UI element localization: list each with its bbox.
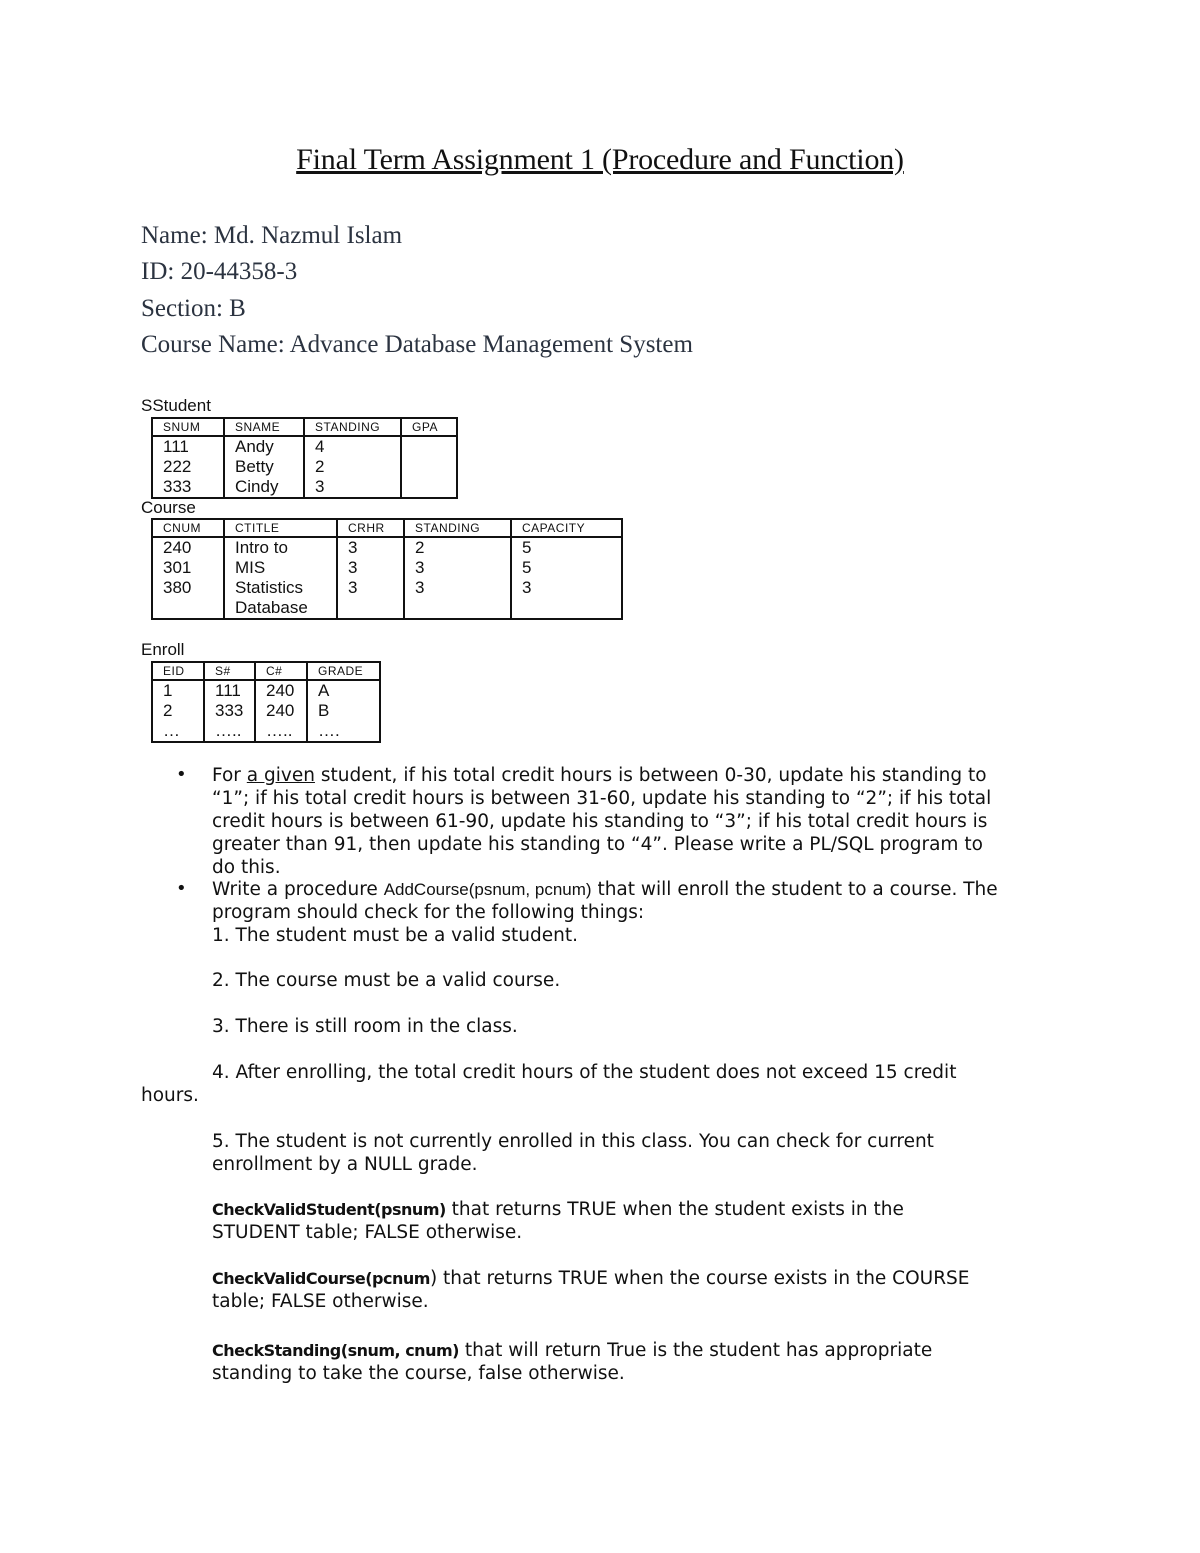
cell-capacity: 5 xyxy=(522,538,532,557)
enroll-table xyxy=(151,661,381,743)
table-body xyxy=(152,436,457,498)
section: Section: B xyxy=(141,295,246,322)
table-body xyxy=(152,537,622,619)
cell-crhr: 3 xyxy=(348,578,358,597)
function-check-standing xyxy=(212,1339,932,1385)
cell-ctitle: Intro to xyxy=(235,538,288,557)
cell-grade: …. xyxy=(318,721,340,740)
column-header: STANDING xyxy=(304,418,401,436)
function-name: CheckStanding(snum, cnum) xyxy=(212,1341,459,1360)
cell-eid: … xyxy=(163,721,180,740)
cell-grade: B xyxy=(318,701,330,720)
student-table-label: SStudent xyxy=(141,396,211,415)
column-header: SNAME xyxy=(224,418,304,436)
student-id: ID: 20-44358-3 xyxy=(141,258,298,285)
enroll-table-label: Enroll xyxy=(141,640,185,659)
cell-eid: 2 xyxy=(163,701,173,720)
cell-cnum: 380 xyxy=(163,578,192,597)
cell-sname: Andy xyxy=(235,437,274,456)
cell-snum: 111 xyxy=(163,437,189,456)
cell-standing: 3 xyxy=(415,578,425,597)
text-span: For xyxy=(212,765,247,786)
text-span: that returns TRUE when the student exists in the xyxy=(445,1199,904,1220)
cell-snum: 111 xyxy=(215,681,241,700)
cell-crhr: 3 xyxy=(348,558,358,577)
text-line: standing to take the course, false otherwise. xyxy=(212,1363,625,1384)
function-check-valid-course xyxy=(212,1267,970,1313)
requirement-item: 3. There is still room in the class. xyxy=(212,1016,518,1037)
student-table xyxy=(151,417,458,499)
bullet-marker: • xyxy=(176,878,187,899)
text-line: credit hours is between 61-90, update his standing to “3”; if his total credit hours is xyxy=(212,811,988,832)
table-header-row xyxy=(152,662,380,680)
column-header: C# xyxy=(255,662,307,680)
column-header: STANDING xyxy=(404,519,511,537)
cell-crhr: 3 xyxy=(348,538,358,557)
cell-sname: Betty xyxy=(235,457,274,476)
text-span: ) that returns TRUE when the course exists in the COURSE xyxy=(429,1268,970,1289)
cell-standing: 4 xyxy=(315,437,325,456)
student-name: Name: Md. Nazmul Islam xyxy=(141,222,403,249)
cell-cnum: 301 xyxy=(163,558,192,577)
cell-ctitle: Database xyxy=(235,598,308,617)
text-line: table; FALSE otherwise. xyxy=(212,1291,429,1312)
cell-snum: 333 xyxy=(215,701,244,720)
cell-standing: 3 xyxy=(415,558,425,577)
table-body xyxy=(152,680,380,742)
column-header: CNUM xyxy=(152,519,224,537)
requirement-item: 4. After enrolling, the total credit hours of the student does not exceed 15 credit xyxy=(212,1062,957,1083)
course-table-label: Course xyxy=(141,498,196,517)
cell-standing: 2 xyxy=(415,538,425,557)
function-check-valid-student xyxy=(212,1198,904,1244)
bullet-2-text xyxy=(212,878,998,947)
bullet-1-text xyxy=(212,764,991,879)
cell-standing: 3 xyxy=(315,477,325,496)
table-header-row xyxy=(152,519,622,537)
course-name: Course Name: Advance Database Management System xyxy=(141,331,693,358)
cell-snum: 333 xyxy=(163,477,192,496)
table-header-row xyxy=(152,418,457,436)
text-line: 5. The student is not currently enrolled in this class. You can check for current xyxy=(212,1131,934,1152)
course-table xyxy=(151,518,623,620)
cell-gpa xyxy=(412,457,456,477)
page-title: Final Term Assignment 1 (Procedure and Function) xyxy=(296,143,904,176)
column-header: SNUM xyxy=(152,418,224,436)
cell-snum: ….. xyxy=(215,721,242,740)
column-header: S# xyxy=(204,662,255,680)
procedure-name: AddCourse(psnum, pcnum) xyxy=(383,880,592,899)
text-span: that will return True is the student has appropriate xyxy=(458,1340,933,1361)
cell-gpa xyxy=(412,437,456,457)
cell-snum: 222 xyxy=(163,457,192,476)
cell-eid: 1 xyxy=(163,681,173,700)
text-line: STUDENT table; FALSE otherwise. xyxy=(212,1222,523,1243)
bullet-marker: • xyxy=(176,764,187,785)
cell-cnum xyxy=(163,598,223,618)
cell-cnum: 240 xyxy=(163,538,192,557)
cell-cnum: ….. xyxy=(266,721,293,740)
cell-sname: Cindy xyxy=(235,477,279,496)
cell-ctitle: MIS xyxy=(235,558,266,577)
column-header: CAPACITY xyxy=(511,519,622,537)
cell-standing: 2 xyxy=(315,457,325,476)
text-line: do this. xyxy=(212,857,281,878)
function-name: CheckValidStudent(psnum) xyxy=(212,1200,446,1219)
column-header: CTITLE xyxy=(224,519,337,537)
cell-gpa xyxy=(412,477,456,497)
cell-cnum: 240 xyxy=(266,681,295,700)
text-line: “1”; if his total credit hours is between 31-60, update his standing to “2”; if his total xyxy=(212,788,992,809)
requirement-item xyxy=(212,1130,934,1176)
cell-capacity: 3 xyxy=(522,578,532,597)
text-line: program should check for the following things: xyxy=(212,902,645,923)
text-span: that will enroll the student to a course. The xyxy=(591,879,998,900)
text-line: enrollment by a NULL grade. xyxy=(212,1154,478,1175)
column-header: GRADE xyxy=(307,662,380,680)
requirement-item-cont: hours. xyxy=(141,1085,199,1106)
function-name: CheckValidCourse(pcnum xyxy=(212,1269,430,1288)
underlined-text: a given xyxy=(246,765,315,786)
text-line: greater than 91, then update his standing to “4”. Please write a PL/SQL program to xyxy=(212,834,983,855)
requirement-item: 1. The student must be a valid student. xyxy=(212,925,578,946)
text-span: Write a procedure xyxy=(212,879,384,900)
column-header: GPA xyxy=(401,418,457,436)
cell-cnum: 240 xyxy=(266,701,295,720)
text-span: student, if his total credit hours is between 0-30, update his standing to xyxy=(314,765,987,786)
cell-capacity: 5 xyxy=(522,558,532,577)
column-header: EID xyxy=(152,662,204,680)
cell-grade: A xyxy=(318,681,330,700)
requirement-item: 2. The course must be a valid course. xyxy=(212,970,561,991)
cell-ctitle: Statistics xyxy=(235,578,304,597)
column-header: CRHR xyxy=(337,519,404,537)
